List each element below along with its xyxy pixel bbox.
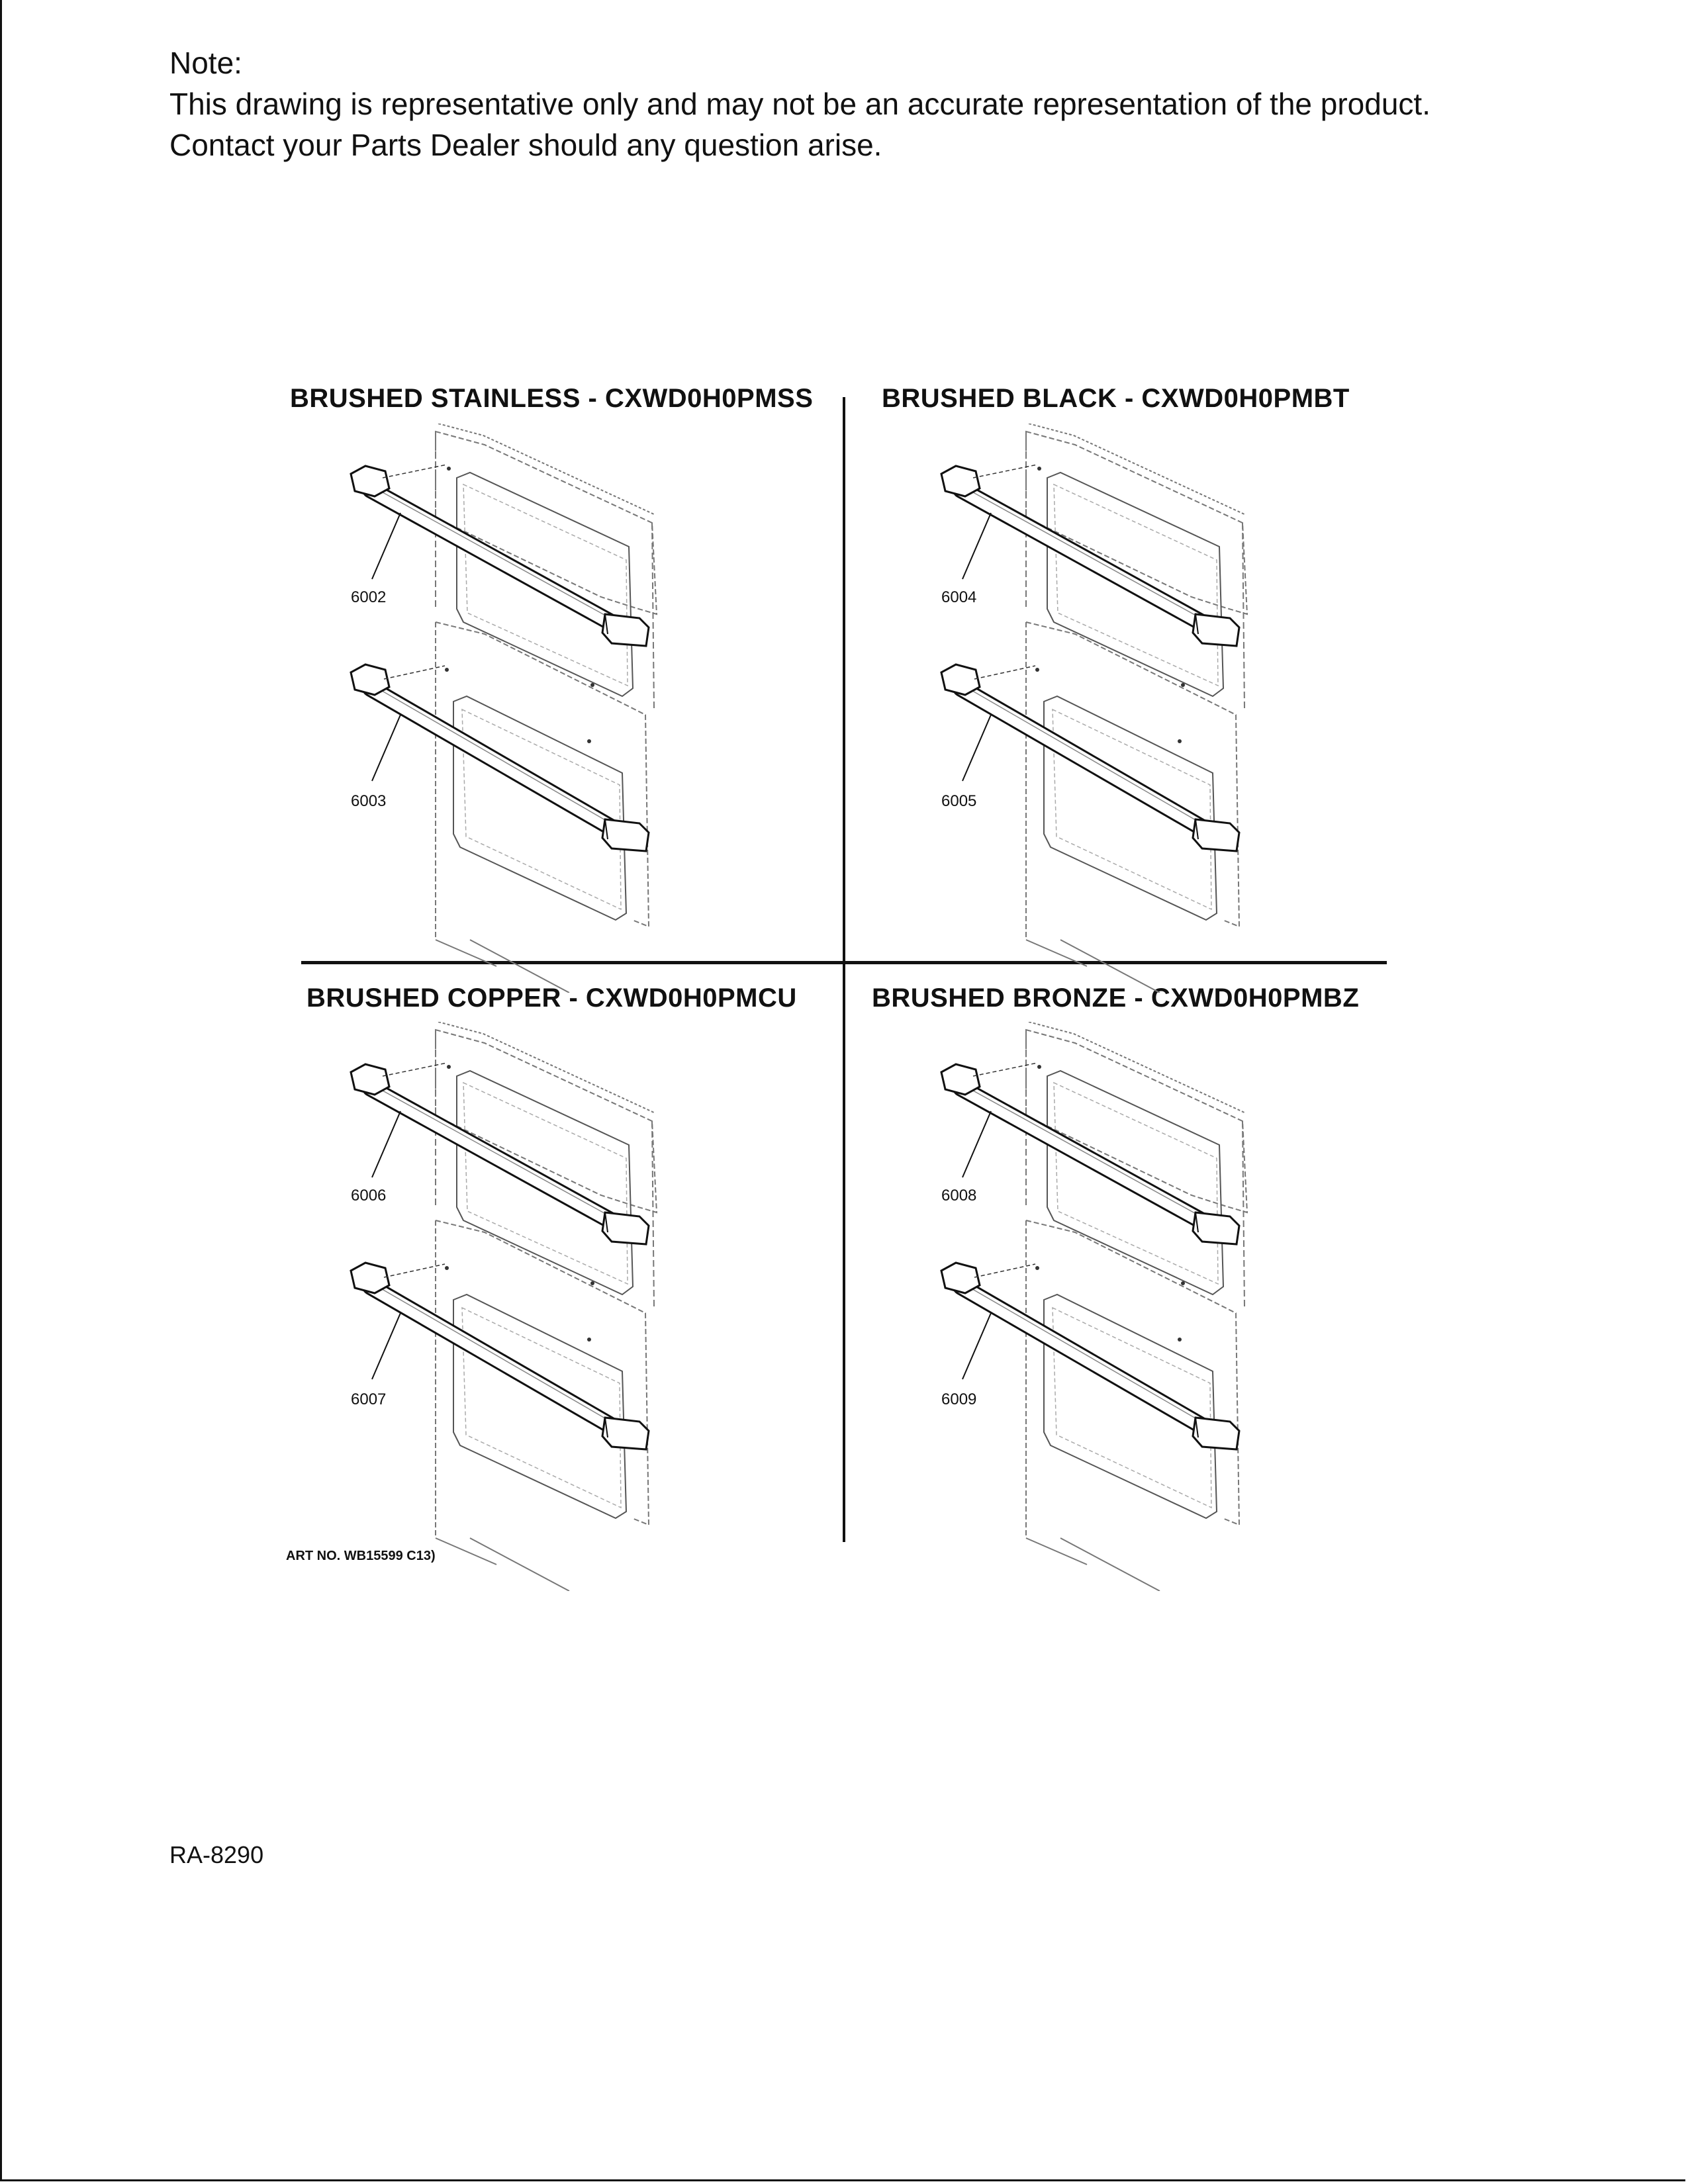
oven-door-drawing-bronze — [921, 1022, 1345, 1591]
note-heading: Note: — [169, 46, 242, 80]
panel-title-black: BRUSHED BLACK - CXWD0H0PMBT — [882, 384, 1350, 413]
panel-title-stainless: BRUSHED STAINLESS - CXWD0H0PMSS — [290, 384, 814, 413]
part-number-label-upper: 6008 — [941, 1187, 977, 1205]
part-number-label-lower: 6005 — [941, 792, 977, 810]
lower-door-handle — [941, 664, 1239, 851]
upper-door-handle — [351, 1064, 649, 1244]
upper-door-handle — [941, 466, 1239, 646]
part-number-label-lower: 6003 — [351, 792, 387, 810]
part-number-label-upper: 6006 — [351, 1187, 387, 1205]
disclaimer-note — [169, 42, 1430, 165]
oven-door-drawing-copper — [331, 1022, 755, 1591]
lower-door-handle — [351, 664, 649, 851]
note-line-1: This drawing is representative only and may not be an accurate representation of the product. — [169, 87, 1430, 121]
part-number-label-upper: 6002 — [351, 588, 387, 606]
part-number-label-lower: 6009 — [941, 1390, 977, 1408]
exploded-view-svg — [331, 1022, 755, 1591]
upper-door-handle — [941, 1064, 1239, 1244]
part-number-label-upper: 6004 — [941, 588, 977, 606]
panel-title-copper: BRUSHED COPPER - CXWD0H0PMCU — [306, 983, 797, 1013]
part-number-label-lower: 6007 — [351, 1390, 387, 1408]
panel-divider-vertical — [843, 397, 845, 1542]
lower-door-handle — [351, 1263, 649, 1449]
note-line-2: Contact your Parts Dealer should any question arise. — [169, 128, 882, 162]
art-number: ART NO. WB15599 C13) — [286, 1549, 436, 1563]
exploded-view-svg — [921, 1022, 1345, 1591]
oven-door-drawing-stainless — [331, 424, 755, 993]
document-code: RA-8290 — [169, 1841, 264, 1868]
upper-door-handle — [351, 466, 649, 646]
exploded-view-svg — [921, 424, 1345, 993]
lower-door-handle — [941, 1263, 1239, 1449]
panel-title-bronze: BRUSHED BRONZE - CXWD0H0PMBZ — [872, 983, 1360, 1013]
oven-door-drawing-black — [921, 424, 1345, 993]
exploded-view-svg — [331, 424, 755, 993]
